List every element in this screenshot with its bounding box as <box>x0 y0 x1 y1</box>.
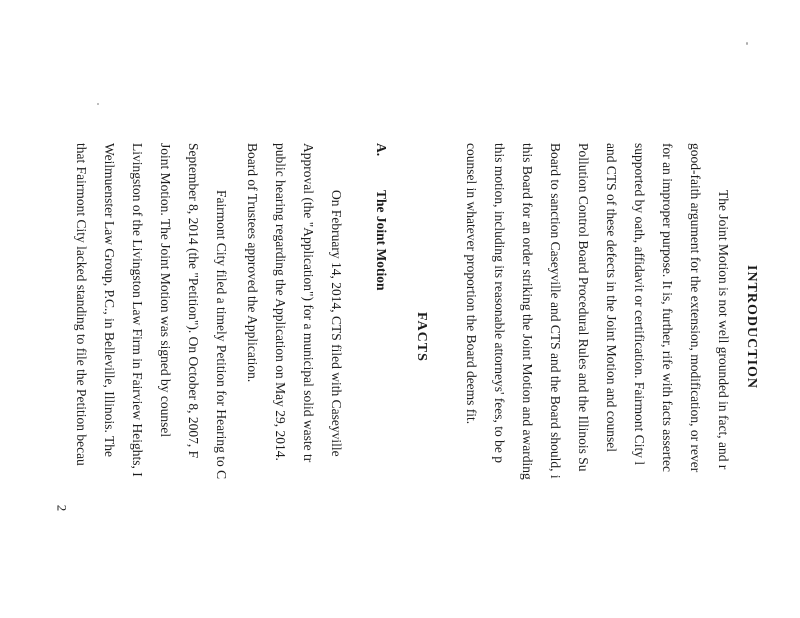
facts-line: that Fairmont City lacked standing to file the Petition becau <box>74 143 89 466</box>
facts-line: Joint Motion. The Joint Motion was signed by counsel <box>158 143 173 438</box>
intro-line: and CTS of these defects in the Joint Motion and counsel <box>604 143 619 452</box>
page-number: 2 <box>54 504 70 512</box>
introduction-heading: INTRODUCTION <box>744 265 759 390</box>
facts-line: Board of Trustees approved the Application. <box>245 143 260 383</box>
facts-line: Weilmuenster Law Group, P.C., in Belleville, Illinois. The <box>102 143 117 457</box>
intro-line: counsel in whatever proportion the Board deems fit. <box>464 143 479 425</box>
rotated-text-block <box>65 40 765 618</box>
intro-line: Pollution Control Board Procedural Rules and the Illinois Su <box>576 143 591 472</box>
intro-line: good-faith argument for the extension, modification, or rever <box>688 143 703 473</box>
section-a-title: The Joint Motion <box>374 190 389 291</box>
intro-line: Board to sanction Caseyville and CTS and the Board should, i <box>548 143 563 479</box>
intro-line: for an improper purpose. It is, further, rife with facts assertec <box>660 143 675 472</box>
facts-line: Livingston of the Livingston Law Firm in Fairview Heights, I <box>130 143 145 477</box>
facts-line: On February 14, 2014, CTS filed with Caseyville <box>329 190 344 457</box>
facts-line: Approval (the "Application") for a municipal solid waste tr <box>301 143 316 463</box>
facts-heading: FACTS <box>414 312 429 362</box>
facts-line: Fairmont City filed a timely Petition for Hearing to C <box>214 190 229 480</box>
section-a-label: A. <box>374 143 389 157</box>
facts-line: public hearing regarding the Application on May 29, 2014. <box>273 143 288 461</box>
intro-line: this Board for an order striking the Joint Motion and awarding <box>520 143 535 480</box>
intro-line: supported by oath, affidavit or certification. Fairmont City l <box>632 143 647 466</box>
facts-line: September 8, 2014 (the "Petition"). On October 8, 2007, F <box>186 143 201 459</box>
intro-line: The Joint Motion is not well grounded in fact, and r <box>716 190 731 470</box>
intro-line: this motion, including its reasonable attorneys' fees, to be p <box>492 143 507 463</box>
